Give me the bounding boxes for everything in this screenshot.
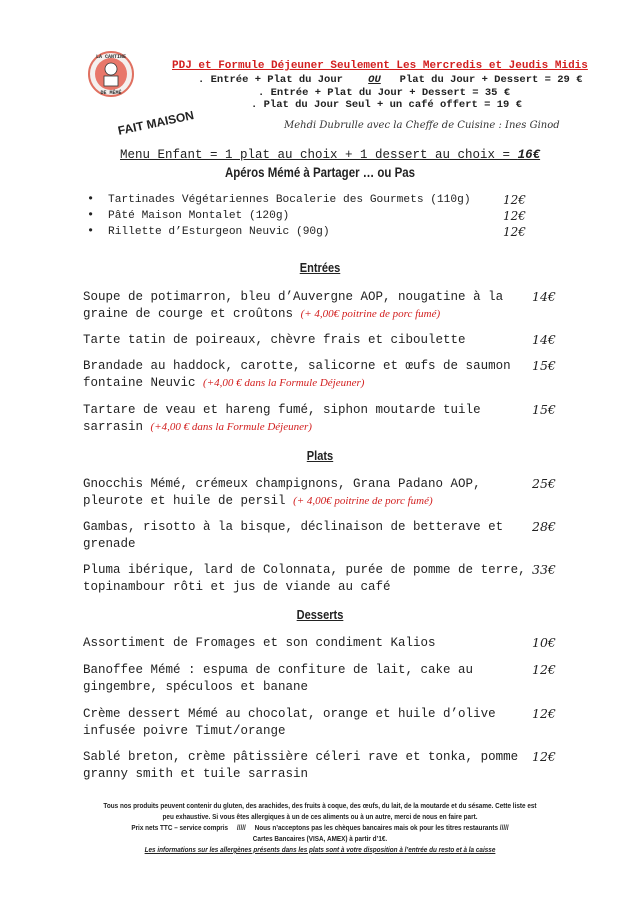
item-price: 15€ — [532, 402, 556, 417]
item-price: 12€ — [532, 749, 556, 764]
menu-item — [83, 562, 528, 596]
apero-name: Tartinades Végétariennes Bocalerie des Gourmets (110g) — [108, 194, 471, 206]
item-price: 12€ — [532, 662, 556, 677]
menu-enfant-price: 16€ — [517, 148, 541, 162]
menu-enfant-label: Menu Enfant = 1 plat au choix + 1 dessert au choix = — [120, 148, 518, 162]
item-note: (+ 4,00€ poitrine de porc fumé) — [293, 495, 433, 507]
formula-line-2: . Entrée + Plat du Jour + Dessert = 35 € — [258, 87, 511, 99]
item-text: Banoffee Mémé : espuma de confiture de lait, cake au gingembre, spéculoos et banane — [83, 663, 474, 694]
footer-line: Tous nos produits peuvent contenir du gluten, des arachides, des fruits à coque, des œufs, du lait, de la moutarde et du sésame. Cette liste est — [103, 801, 537, 810]
bullet-icon: • — [87, 192, 95, 206]
formula-ou: OU — [368, 74, 381, 86]
svg-text:DE MÉMÉ: DE MÉMÉ — [100, 90, 122, 96]
apero-price: 12€ — [503, 225, 526, 239]
plats-title: Plats — [306, 448, 334, 463]
apero-name: Rillette d’Esturgeon Neuvic (90g) — [108, 226, 330, 238]
item-text: Brandade au haddock, carotte, salicorne et œufs de saumon fontaine Neuvic — [83, 359, 511, 390]
item-note: (+4,00 € dans la Formule Déjeuner) — [150, 421, 312, 433]
item-text: Tartare de veau et hareng fumé, siphon moutarde tuile sarrasin — [83, 403, 481, 434]
formula-line — [198, 74, 582, 86]
menu-item — [83, 662, 528, 696]
apero-price: 12€ — [503, 209, 526, 223]
footer-line: Les informations sur les allergènes présents dans les plats sont à votre disposition à l’entrée du resto et à la caisse — [144, 845, 496, 854]
apero-price: 12€ — [503, 193, 526, 207]
item-price: 14€ — [532, 289, 556, 304]
desserts-title: Desserts — [296, 607, 344, 622]
apero-name: Pâté Maison Montalet (120g) — [108, 210, 290, 222]
item-text: Gambas, risotto à la bisque, déclinaison de betterave et grenade — [83, 520, 504, 551]
menu-item — [83, 358, 528, 392]
menu-item — [83, 476, 528, 510]
formula-line-1a: . Entrée + Plat du Jour — [198, 74, 343, 86]
restaurant-logo — [80, 42, 142, 106]
menu-item — [83, 706, 528, 740]
footer-line: peu exhaustive. Si vous êtes allergiques à un de ces aliments ou à un autre, merci de nous en faire part. — [162, 812, 478, 821]
aperos-title: Apéros Mémé à Partager … ou Pas — [224, 165, 416, 180]
menu-enfant — [120, 148, 540, 163]
footer-line: Cartes Bancaires (VISA, AMEX) à partir d’1€. — [252, 834, 388, 843]
bullet-icon: • — [87, 224, 95, 238]
fait-maison-stamp: FAIT MAISON — [116, 108, 196, 138]
item-price: 12€ — [532, 706, 556, 721]
item-price: 28€ — [532, 519, 556, 534]
formula-line-3: . Plat du Jour Seul + un café offert = 19 € — [251, 99, 522, 111]
item-text: Pluma ibérique, lard de Colonnata, purée de pomme de terre, topinambour rôti et jus de viande au café — [83, 563, 526, 594]
footer-line: Prix nets TTC – service compris ///// Nous n’acceptons pas les chèques bancaires mais ok pour les titres restaurants ///// — [131, 823, 509, 832]
formula-line-1b: Plat du Jour + Dessert = 29 € — [399, 74, 583, 86]
item-text: Sablé breton, crème pâtissière céleri rave et tonka, pomme granny smith et tuile sarrasin — [83, 750, 519, 781]
menu-item — [83, 749, 528, 783]
entrees-title: Entrées — [299, 260, 341, 275]
item-price: 10€ — [532, 635, 556, 650]
menu-item — [83, 289, 528, 323]
item-price: 25€ — [532, 476, 556, 491]
item-text: Assortiment de Fromages et son condiment Kalios — [83, 636, 436, 650]
item-price: 33€ — [532, 562, 556, 577]
item-note: (+ 4,00€ poitrine de porc fumé) — [300, 308, 441, 320]
item-price: 15€ — [532, 358, 556, 373]
formula-title: PDJ et Formule Déjeuner Seulement Les Mercredis et Jeudis Midis — [172, 60, 588, 72]
menu-item — [83, 332, 528, 349]
menu-item — [83, 402, 528, 436]
item-price: 14€ — [532, 332, 556, 347]
bullet-icon: • — [87, 208, 95, 222]
chef-credit: Mehdi Dubrulle avec la Cheffe de Cuisine : Ines Ginod — [284, 120, 560, 131]
item-text: Tarte tatin de poireaux, chèvre frais et ciboulette — [83, 333, 466, 347]
item-text: Gnocchis Mémé, crémeux champignons, Grana Padano AOP, pleurote et huile de persil — [83, 477, 481, 508]
svg-text:LA CANTINE: LA CANTINE — [95, 54, 127, 60]
item-text: Crème dessert Mémé au chocolat, orange et huile d’olive infusée poivre Timut/orange — [83, 707, 496, 738]
menu-item — [83, 519, 528, 553]
menu-item — [83, 635, 528, 652]
allergen-notice — [48, 800, 592, 855]
item-note: (+4,00 € dans la Formule Déjeuner) — [203, 377, 365, 389]
item-text: Soupe de potimarron, bleu d’Auvergne AOP, nougatine à la graine de courge et croûtons — [83, 290, 504, 321]
